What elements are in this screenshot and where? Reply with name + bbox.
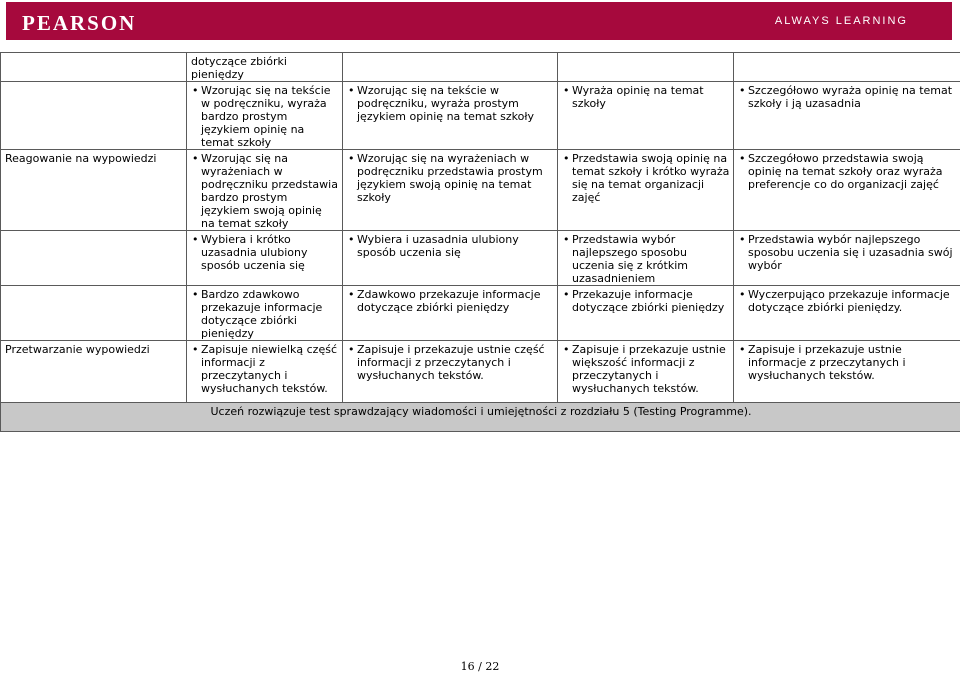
criteria-list — [738, 288, 957, 314]
criteria-cell — [558, 231, 734, 286]
criteria-item: • Wybiera i uzasadnia ulubiony sposób uczenia się — [347, 233, 554, 259]
table-row — [1, 286, 960, 341]
criteria-cell — [343, 82, 558, 150]
test-note-cell: Uczeń rozwiązuje test sprawdzający wiadomości i umiejętności z rozdziału 5 (Testing Programme). — [1, 403, 960, 432]
criteria-list — [562, 288, 730, 314]
criteria-list — [191, 233, 339, 272]
criteria-item: • Bardzo zdawkowo przekazuje informacje dotyczące zbiórki pieniędzy — [191, 288, 339, 340]
criteria-item: • Przedstawia swoją opinię na temat szkoły i krótko wyraża się na temat organizacji zajęć — [562, 152, 730, 204]
assessment-criteria-table — [0, 52, 960, 432]
criteria-cell — [187, 286, 343, 341]
criteria-item: • Przekazuje informacje dotyczące zbiórki pieniędzy — [562, 288, 730, 314]
criteria-item: • Zapisuje i przekazuje ustnie informacje z przeczytanych i wysłuchanych tekstów. — [738, 343, 957, 382]
criteria-cell — [734, 53, 960, 82]
header-tagline: ALWAYS LEARNING — [774, 15, 908, 27]
criteria-list — [191, 288, 339, 340]
row-label-cell — [1, 231, 187, 286]
criteria-list — [738, 152, 957, 191]
criteria-list — [191, 84, 339, 149]
criteria-cell — [734, 231, 960, 286]
criteria-cell — [187, 341, 343, 403]
criteria-cell — [734, 150, 960, 231]
criteria-cell — [558, 82, 734, 150]
criteria-item: • Przedstawia wybór najlepszego sposobu uczenia się z krótkim uzasadnieniem — [562, 233, 730, 285]
table-row — [1, 341, 960, 403]
criteria-list — [191, 152, 339, 230]
criteria-list — [562, 84, 730, 110]
criteria-item: • Zapisuje niewielką część informacji z przeczytanych i wysłuchanych tekstów. — [191, 343, 339, 395]
row-label-cell — [1, 82, 187, 150]
criteria-list — [738, 84, 957, 110]
row-label-cell — [1, 53, 187, 82]
table-row — [1, 53, 960, 82]
criteria-cell — [187, 150, 343, 231]
criteria-item: • Wzorując się na tekście w podręczniku, wyraża bardzo prostym językiem opinię na temat szkoły — [191, 84, 339, 149]
criteria-list — [191, 343, 339, 395]
criteria-list — [738, 233, 957, 272]
cell-text: dotyczące zbiórki pieniędzy — [191, 55, 287, 81]
criteria-cell — [187, 53, 343, 82]
criteria-list — [347, 152, 554, 204]
criteria-cell — [734, 341, 960, 403]
criteria-cell — [343, 150, 558, 231]
table-body — [1, 53, 960, 432]
criteria-item: • Wybiera i krótko uzasadnia ulubiony sposób uczenia się — [191, 233, 339, 272]
criteria-cell — [343, 341, 558, 403]
row-label-cell — [1, 286, 187, 341]
criteria-item: • Wzorując się na wyrażeniach w podręczniku przedstawia prostym językiem swoją opinię na temat szkoły — [347, 152, 554, 204]
criteria-list — [347, 84, 554, 123]
page-number: 16 / 22 — [460, 660, 500, 673]
criteria-cell — [734, 286, 960, 341]
pearson-logo: PEARSON — [22, 11, 137, 35]
criteria-item: • Zdawkowo przekazuje informacje dotyczące zbiórki pieniędzy — [347, 288, 554, 314]
criteria-item: • Zapisuje i przekazuje ustnie większość informacji z przeczytanych i wysłuchanych tekstów. — [562, 343, 730, 395]
criteria-item: • Wyczerpująco przekazuje informacje dotyczące zbiórki pieniędzy. — [738, 288, 957, 314]
criteria-cell — [343, 231, 558, 286]
row-label-cell: Przetwarzanie wypowiedzi — [1, 341, 187, 403]
criteria-list — [562, 343, 730, 395]
footer-row — [1, 403, 960, 432]
criteria-list — [347, 233, 554, 259]
criteria-item: • Szczegółowo przedstawia swoją opinię na temat szkoły oraz wyraża preferencje co do organizacji zajęć — [738, 152, 957, 191]
criteria-cell — [558, 341, 734, 403]
criteria-list — [738, 343, 957, 382]
criteria-item: • Zapisuje i przekazuje ustnie część informacji z przeczytanych i wysłuchanych tekstów. — [347, 343, 554, 382]
criteria-cell — [187, 231, 343, 286]
criteria-cell — [558, 53, 734, 82]
criteria-list — [347, 288, 554, 314]
criteria-list — [347, 343, 554, 382]
pearson-header-bar — [6, 2, 952, 40]
criteria-item: • Wzorując się na wyrażeniach w podręczniku przedstawia bardzo prostym językiem swoją opinię na temat szkoły — [191, 152, 339, 230]
criteria-cell — [734, 82, 960, 150]
criteria-cell — [343, 286, 558, 341]
criteria-list — [562, 233, 730, 285]
criteria-item: • Wyraża opinię na temat szkoły — [562, 84, 730, 110]
criteria-item: • Szczegółowo wyraża opinię na temat szkoły i ją uzasadnia — [738, 84, 957, 110]
criteria-cell — [558, 286, 734, 341]
table-row — [1, 150, 960, 231]
row-label-cell: Reagowanie na wypowiedzi — [1, 150, 187, 231]
criteria-cell — [187, 82, 343, 150]
criteria-item: • Wzorując się na tekście w podręczniku, wyraża prostym językiem opinię na temat szkoły — [347, 84, 554, 123]
criteria-cell — [558, 150, 734, 231]
criteria-list — [562, 152, 730, 204]
table-row — [1, 231, 960, 286]
table-row — [1, 82, 960, 150]
criteria-item: • Przedstawia wybór najlepszego sposobu uczenia się i uzasadnia swój wybór — [738, 233, 957, 272]
criteria-cell — [343, 53, 558, 82]
